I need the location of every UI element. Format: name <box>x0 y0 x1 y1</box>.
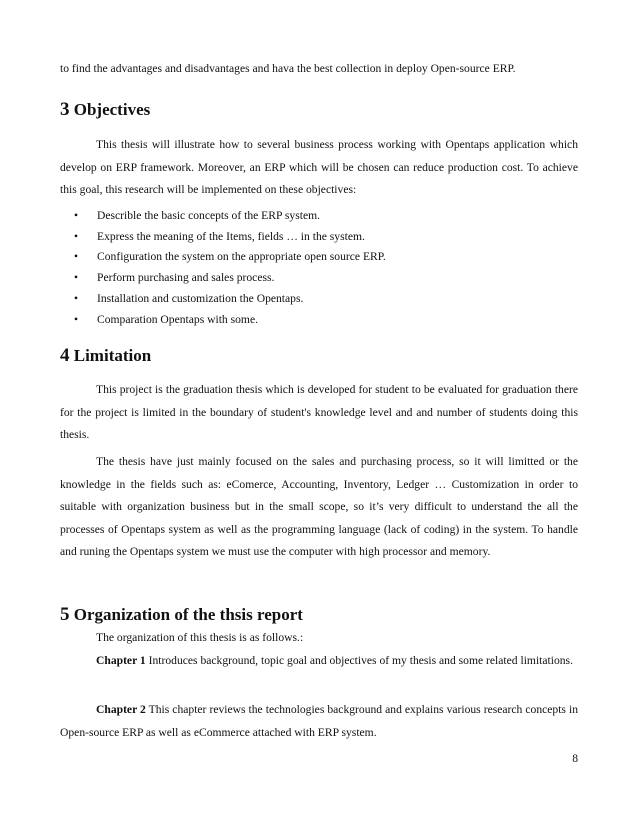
chapter-1-paragraph <box>60 650 578 673</box>
heading-number: 5 <box>60 604 70 625</box>
heading-number: 3 <box>60 99 70 120</box>
chapter-2-paragraph <box>60 699 578 744</box>
list-item: • Configuration the system on the appropriate open source ERP. <box>74 250 386 264</box>
intro-line: to find the advantages and disadvantages and hava the best collection in deploy Open-source ERP. <box>60 62 516 75</box>
heading-limitation <box>60 345 151 367</box>
list-item: • Express the meaning of the Items, fields … in the system. <box>74 229 365 243</box>
list-item: • Perform purchasing and sales process. <box>74 271 275 285</box>
heading-organization <box>60 604 303 626</box>
page-number: 8 <box>572 752 578 765</box>
chapter-text: This chapter reviews the technologies background and explains various research concepts in Open-source ERP as well as eCommerce attached with ERP system. <box>60 703 578 739</box>
objectives-list <box>60 206 578 330</box>
limitation-paragraph-1: This project is the graduation thesis which is developed for student to be evaluated for graduation there for the project is limited in the boundary of student's knowledge level and and number of students doing this thesis. <box>60 383 578 441</box>
objectives-paragraph: This thesis will illustrate how to several business process working with Opentaps application which develop on ERP framework. Moreover, an ERP which will be chosen can reduce production cost. To achieve this goal, this research will be implemented on these objectives: <box>60 138 578 196</box>
list-item: • Comparation Opentaps with some. <box>74 312 258 326</box>
heading-title: Limitation <box>73 346 152 365</box>
limitation-paragraph-2: The thesis have just mainly focused on the sales and purchasing process, so it will limitted or the knowledge in the fields such as: eComerce, Accounting, Inventory, Ledger … Customization in order to suitable with organization business but in the small scope, so it’s very difficult to understand the all the processes of Opentaps system as well as the programming language (lack of coding) in the system. To handle and runing the Opentaps system we must use the computer with high processor and memory. <box>60 455 578 558</box>
chapter-text: Introduces background, topic goal and objectives of my thesis and some related limitations. <box>145 654 573 667</box>
chapter-label: Chapter 2 <box>96 703 146 716</box>
list-item: • Describle the basic concepts of the ERP system. <box>74 209 321 222</box>
chapter-label: Chapter 1 <box>96 654 146 667</box>
heading-number: 4 <box>60 345 70 366</box>
heading-title: Organization of the thsis report <box>73 605 303 624</box>
organization-intro: The organization of this thesis is as follows.: <box>96 631 304 644</box>
heading-objectives <box>60 99 150 121</box>
list-item: • Installation and customization the Opentaps. <box>74 291 304 305</box>
heading-title: Objectives <box>73 100 151 119</box>
